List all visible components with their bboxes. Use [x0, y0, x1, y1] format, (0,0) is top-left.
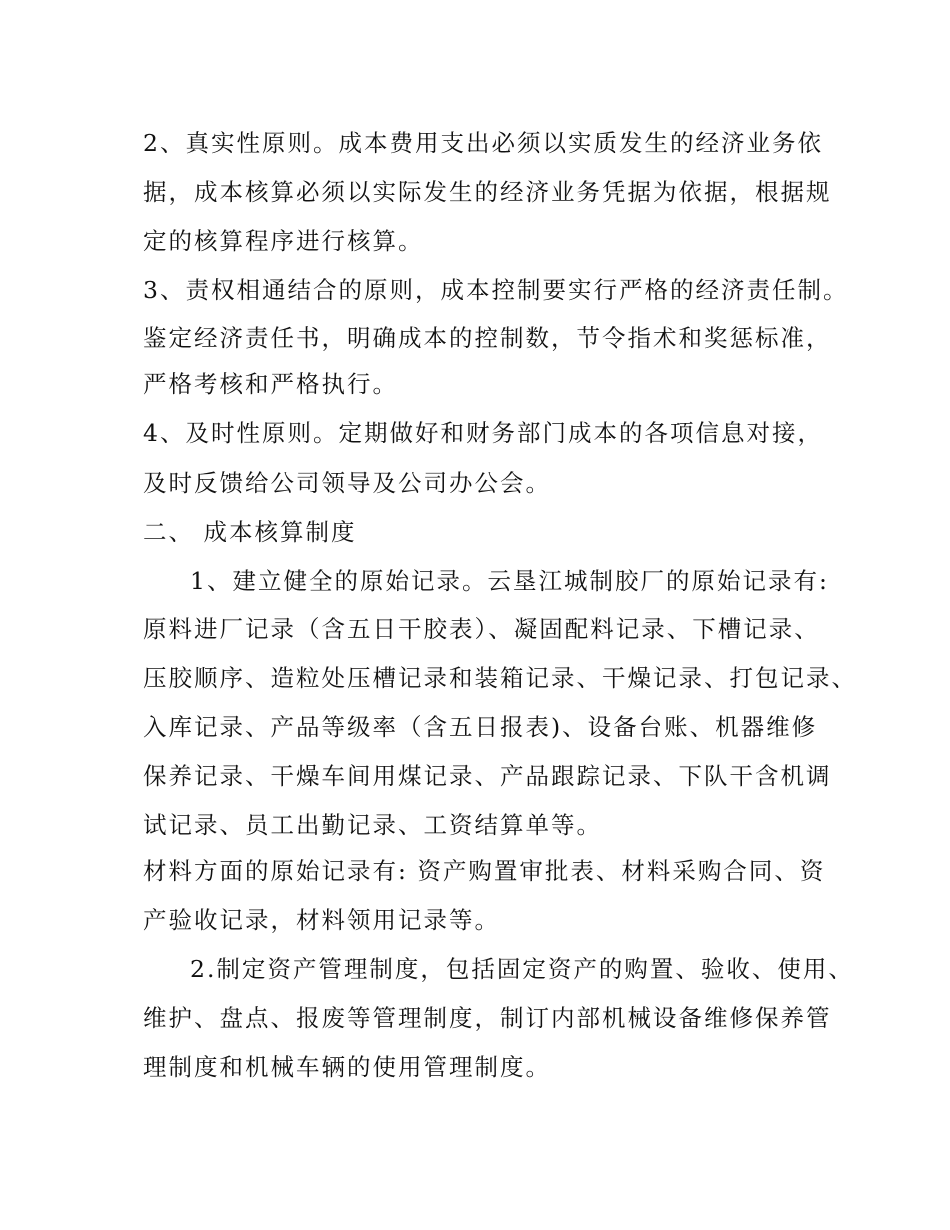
text-line: 产验收记录，材料领用记录等。 [143, 906, 500, 934]
text-line: 材料方面的原始记录有: 资产购置审批表、材料采购合同、资 [143, 857, 826, 885]
text-line: 2、真实性原则。成本费用支出必须以实质发生的经济业务依 [143, 129, 823, 157]
text-line: 定的核算程序进行核算。 [143, 227, 424, 255]
text-line: 2.制定资产管理制度，包括固定资产的购置、验收、使用、 [190, 955, 854, 983]
text-line: 鉴定经济责任书，明确成本的控制数，节令指术和奖惩标准， [143, 324, 832, 352]
text-line: 理制度和机械车辆的使用管理制度。 [143, 1053, 551, 1081]
text-line: 保养记录、干燥车间用煤记录、产品跟踪记录、下队干含机调 [143, 762, 832, 790]
text-line: 1、建立健全的原始记录。云垦江城制胶厂的原始记录有: [190, 567, 829, 595]
text-line: 入库记录、产品等级率（含五日报表)、设备台账、机器维修 [143, 713, 818, 741]
text-line: 据，成本核算必须以实际发生的经济业务凭据为依据，根据规 [143, 178, 832, 206]
text-line: 原料进厂记录（含五日干胶表）、凝固配料记录、下槽记录、 [143, 615, 820, 643]
text-line: 压胶顺序、造粒处压槽记录和装箱记录、干燥记录、打包记录、 [143, 664, 857, 692]
section-heading: 二、 成本核算制度 [143, 518, 357, 546]
text-line: 试记录、员工出勤记录、工资结算单等。 [143, 811, 602, 839]
text-line: 维护、盘点、报废等管理制度，制订内部机械设备维修保养管 [143, 1004, 832, 1032]
text-line: 4、及时性原则。定期做好和财务部门成本的各项信息对接， [143, 419, 823, 447]
text-line: 及时反馈给公司领导及公司办公会。 [143, 469, 551, 497]
text-line: 3、责权相通结合的原则，成本控制要实行严格的经济责任制。 [143, 276, 849, 304]
text-line: 严格考核和严格执行。 [143, 370, 398, 398]
